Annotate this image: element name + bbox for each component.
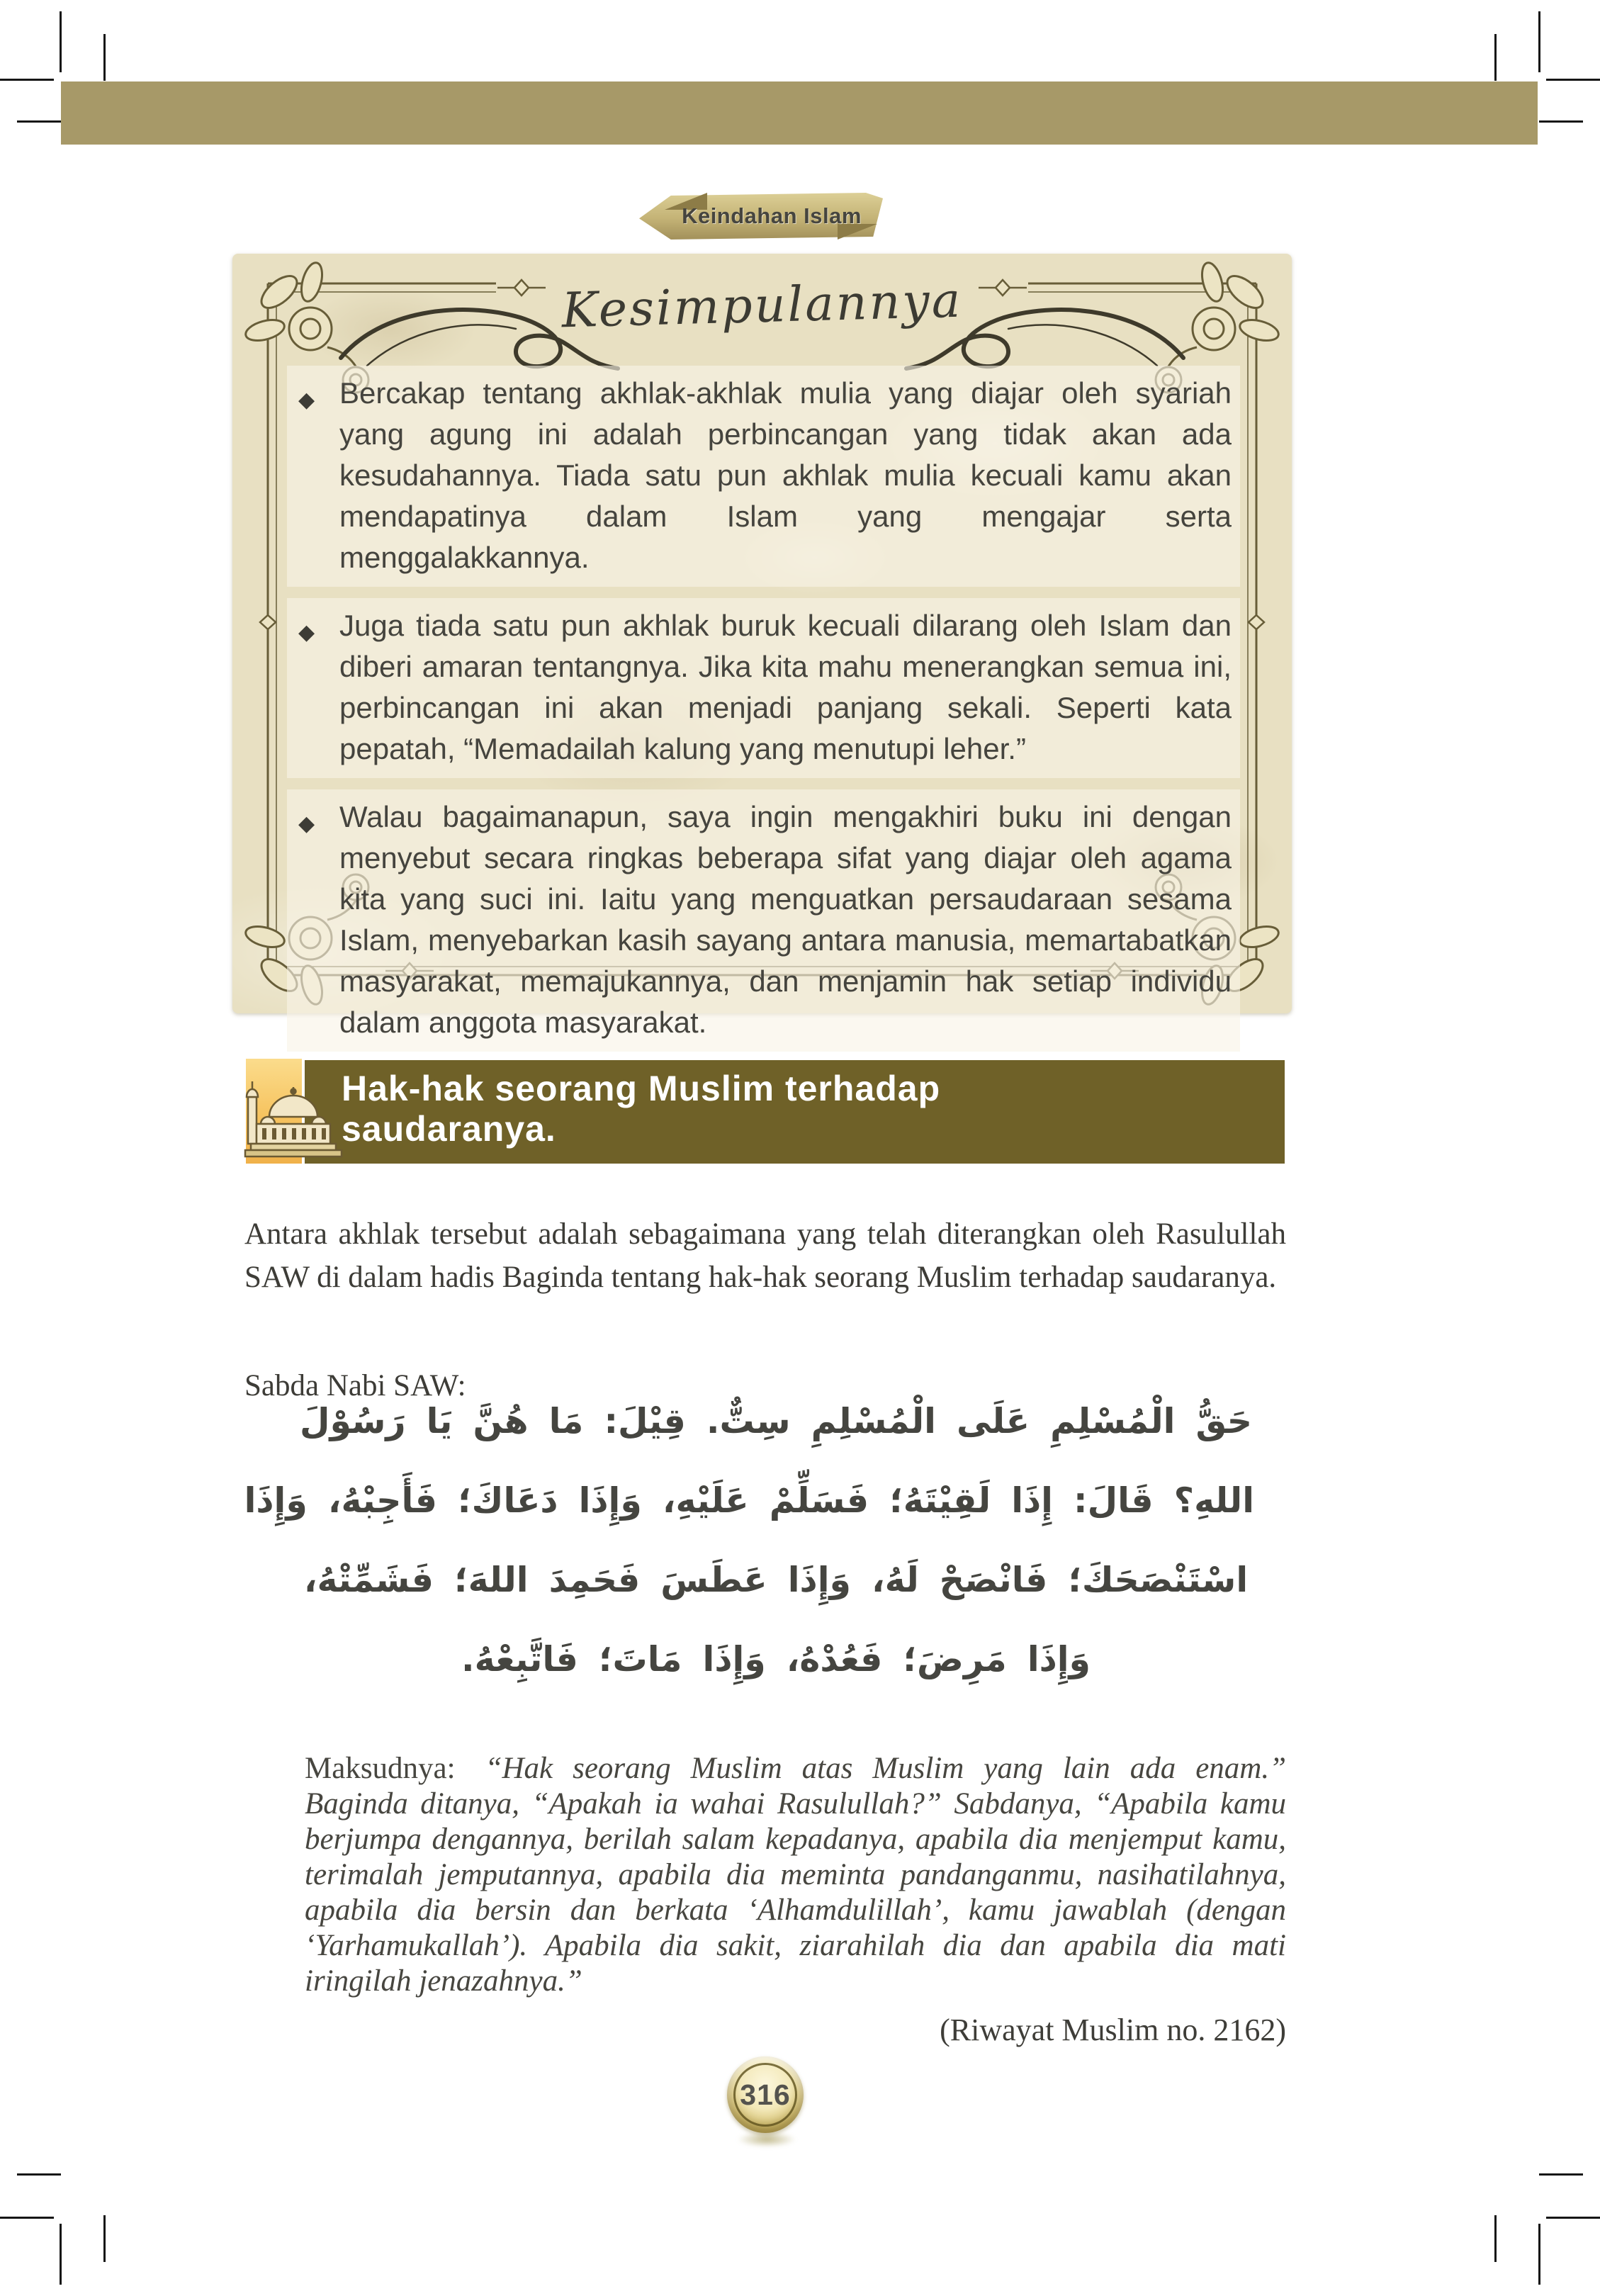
crop-mark [1538,11,1540,72]
summary-bullet [287,598,1240,778]
translation-text: “Hak seorang Muslim atas Muslim yang lain ada enam.” Baginda ditanya, “Apakah ia wahai Rasulullah?” Sabdanya, “Apabila kamu berjumpa dengannya, berilah salam kepadanya, apabila dia menjemput kamu, terimalah jemputannya, apabila dia meminta pandanganmu, nasihatilahnya, apabila dia bersin dan berkata ‘Alhamdulillah’, kamu jawablah (dengan ‘Yarhamukallah’). Apabila dia sakit, ziarahilah dia dan apabila dia mati iringilah jenazahnya.” [305,1752,1286,1998]
mosque-icon [237,1071,350,1168]
crop-mark [1538,2224,1540,2285]
summary-bullet-text: Walau bagaimanapun, saya ingin mengakhiri buku ini dengan menyebut secara ringkas beberapa sifat yang diajar oleh agama kita yang suci ini. Iaitu yang menguatkan persaudaraan sesama Islam, menyebarkan kasih sayang antara manusia, memartabatkan masyarakat, memajukannya, dan menjamin hak setiap individu dalam anggota masyarakat. [339,800,1232,1039]
diamond-bullet-icon: ◆ [298,812,315,835]
crop-mark [1494,34,1497,81]
crop-mark [1546,79,1600,81]
crop-mark [0,2217,54,2219]
section-heading-banner [305,1060,1285,1164]
translation-label: Maksudnya: [305,1752,456,1785]
intro-paragraph: Antara akhlak tersebut adalah sebagaimana yang telah diterangkan oleh Rasulullah SAW di dalam hadis Baginda tentang hak-hak seorang Muslim terhadap saudaranya. [244,1217,1286,1294]
hadith-arabic-line: حَقُّ الْمُسْلِمِ عَلَى الْمُسْلِمِ سِتٌّ. قِيْلَ: مَا هُنَّ يَا رَسُوْلَ [299,1401,1253,1441]
summary-box [232,254,1292,1039]
page-number-badge [727,2056,804,2133]
sabda-label: Sabda Nabi SAW: [244,1369,466,1402]
summary-bullet-text: Juga tiada satu pun akhlak buruk kecuali dilarang oleh Islam dan diberi amaran tentangnya. Jika kita mahu menerangkan semua ini, perbincangan ini akan menjadi panjang sekali. Seperti kata pepatah, “Memadailah kalung yang menutupi leher.” [339,609,1232,765]
chapter-title: Keindahan Islam [682,203,862,228]
badge-shadow [737,2132,796,2147]
summary-bullet [287,789,1240,1052]
page-number: 316 [740,2078,791,2111]
crop-mark [17,2173,61,2176]
crop-mark [1494,2215,1497,2262]
section-heading-line1: Hak-hak seorang Muslim terhadap [342,1069,941,1108]
summary-bullet-text: Bercakap tentang akhlak-akhlak mulia yang diajar oleh syariah yang agung ini adalah perbincangan yang tidak akan ada kesudahannya. Tiada satu pun akhlak mulia kecuali kamu akan mendapatinya dalam Islam yang mengajar serta menggalakkannya. [339,376,1232,574]
hadith-arabic-line: وَإِذَا مَرِضَ؛ فَعُدْهُ، وَإِذَا مَاتَ؛ فَاتَّبِعْهُ. [461,1639,1091,1679]
crop-mark [103,34,106,81]
hadith-arabic-line: اللهِ؟ قَالَ: إِذَا لَقِيْتَهُ؛ فَسَلِّمْ عَلَيْهِ، وَإِذَا دَعَاكَ؛ فَأَجِبْهُ، وَإِذَا [244,1480,1254,1521]
diamond-bullet-icon: ◆ [298,621,315,644]
crop-mark [0,79,54,81]
crop-mark [1539,2173,1583,2176]
crop-mark [60,11,62,72]
hadith-citation: (Riwayat Muslim no. 2162) [940,2013,1286,2047]
chapter-ribbon [639,193,883,240]
top-color-bar [61,81,1538,145]
summary-bullet [287,366,1240,587]
crop-mark [17,120,61,123]
summary-title: Kesimpulannya [560,272,964,339]
hadith-arabic-line: اسْتَنْصَحَكَ؛ فَانْصَحْ لَهُ، وَإِذَا عَطَسَ فَحَمِدَ اللهَ؛ فَشَمِّتْهُ، [303,1560,1249,1600]
diamond-bullet-icon: ◆ [298,388,315,412]
summary-bullet-list [287,366,1240,1063]
crop-mark [60,2224,62,2285]
hadith-translation [305,1751,1286,1999]
section-heading-line2: saudaranya. [342,1109,556,1149]
crop-mark [1539,120,1583,123]
crop-mark [103,2215,106,2262]
crop-mark [1546,2217,1600,2219]
